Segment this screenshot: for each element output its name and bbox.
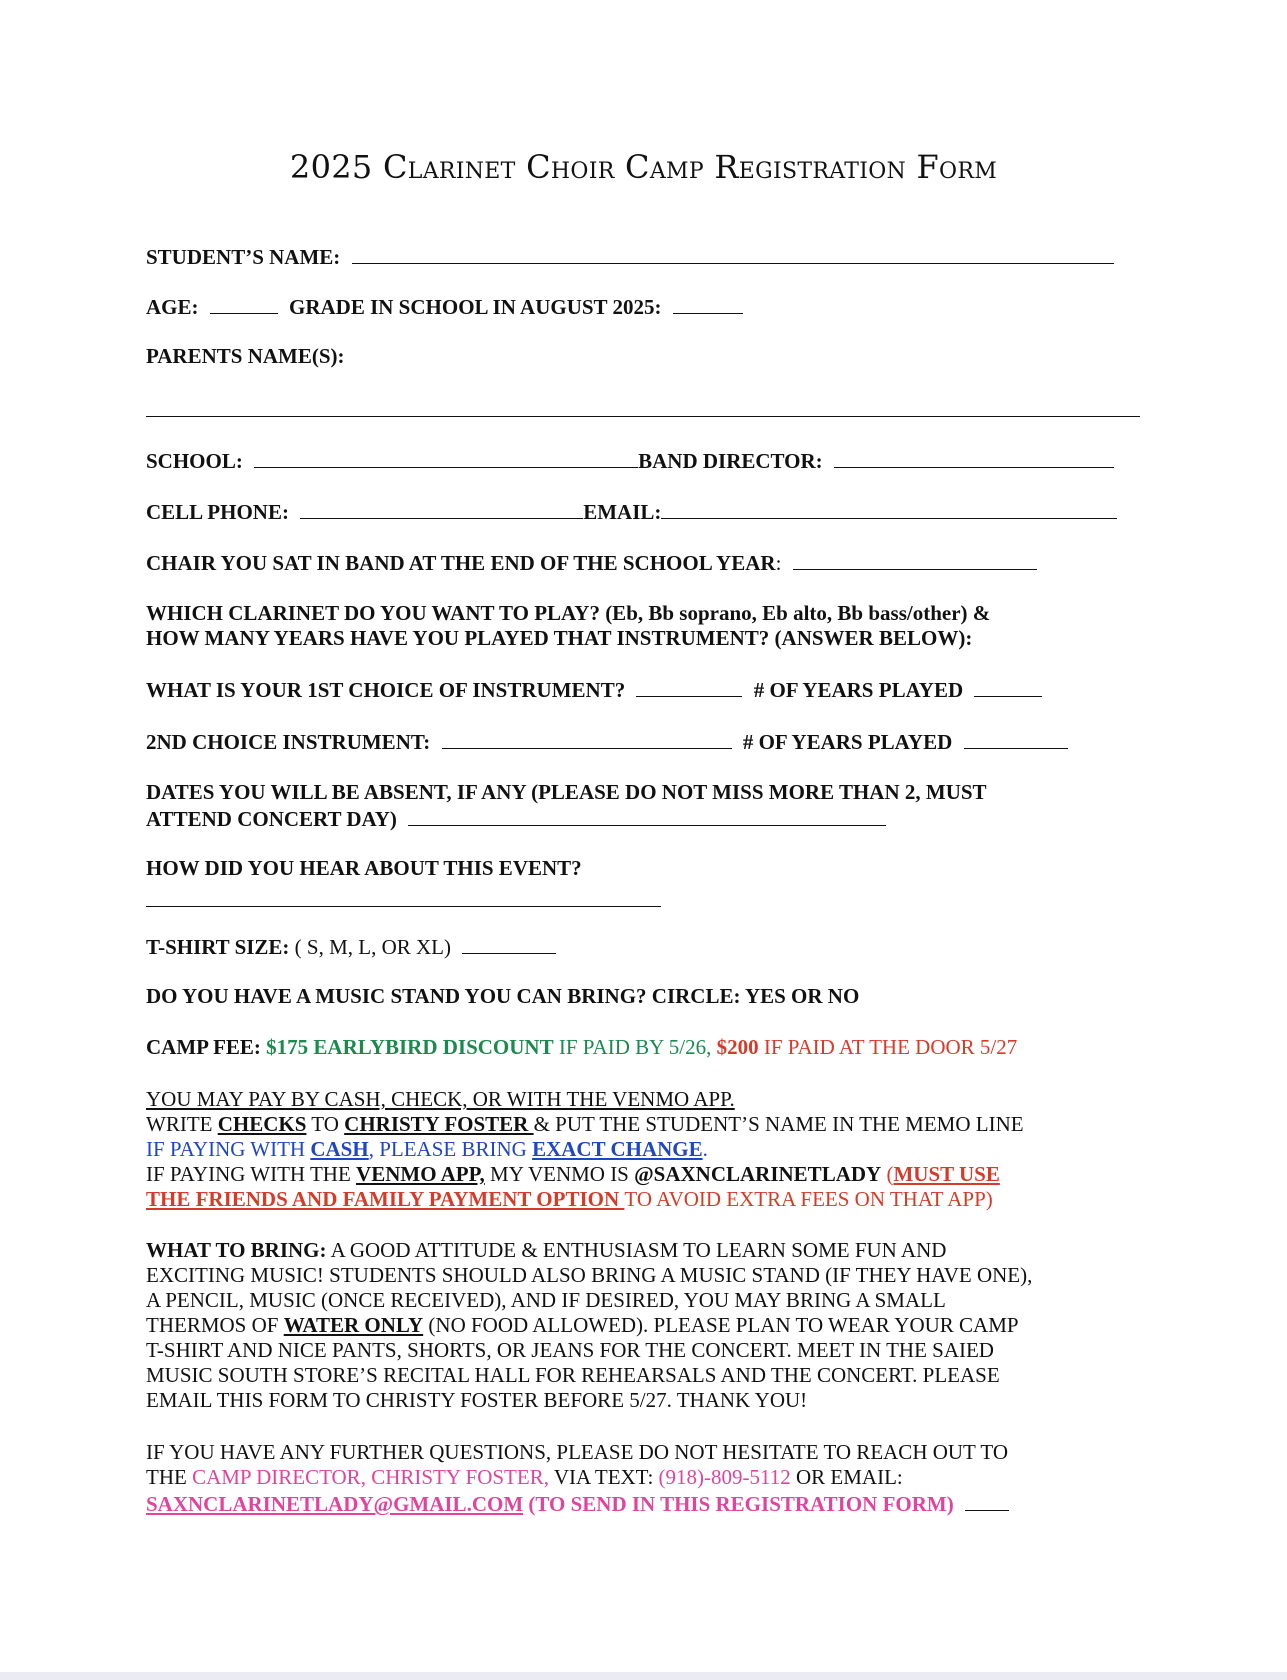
friends-family-option: THE FRIENDS AND FAMILY PAYMENT OPTION <box>146 1187 625 1211</box>
bring-line1 <box>146 1238 946 1263</box>
absent-line2 <box>146 805 886 832</box>
second-years-label: # OF YEARS PLAYED <box>742 730 953 754</box>
camp-fee-label: CAMP FEE: <box>146 1035 261 1059</box>
exact-change: EXACT CHANGE <box>532 1137 703 1161</box>
checks-text-b: TO <box>306 1112 345 1136</box>
absent-label: ATTEND CONCERT DAY) <box>146 807 397 831</box>
must-use: MUST USE <box>893 1162 1000 1186</box>
contact-text-b: VIA TEXT: <box>548 1465 659 1489</box>
bring-line2: EXCITING MUSIC! STUDENTS SHOULD ALSO BRING A MUSIC STAND (IF THEY HAVE ONE), <box>146 1263 1033 1287</box>
cell-phone-field[interactable] <box>300 498 583 519</box>
student-name-field[interactable] <box>352 243 1114 264</box>
absent-line1: DATES YOU WILL BE ABSENT, IF ANY (PLEASE DO NOT MISS MORE THAN 2, MUST <box>146 780 987 804</box>
bring-line4 <box>146 1313 1019 1338</box>
venmo-handle: @SAXNCLARINETLADY <box>634 1162 882 1186</box>
tshirt-options: ( S, M, L, OR XL) <box>289 935 452 959</box>
bring-text-4b: (NO FOOD ALLOWED). PLEASE PLAN TO WEAR YOUR CAMP <box>423 1313 1019 1337</box>
avoid-fees-text: TO AVOID EXTRA FEES ON THAT APP) <box>624 1187 993 1211</box>
contact-row <box>146 498 1117 525</box>
earlybird-amount: $175 EARLYBIRD DISCOUNT <box>266 1035 554 1059</box>
earlybird-condition: IF PAID BY 5/26, <box>553 1035 717 1059</box>
email-note: (TO SEND IN THIS REGISTRATION FORM) <box>523 1492 954 1516</box>
age-label: AGE: <box>146 295 199 319</box>
hear-about-row <box>146 856 582 881</box>
bring-line7: EMAIL THIS FORM TO CHRISTY FOSTER BEFORE 5/27. THANK YOU! <box>146 1388 808 1412</box>
contact-line3 <box>146 1490 1009 1517</box>
checks-text-c: & PUT THE STUDENT’S NAME IN THE MEMO LINE <box>533 1112 1024 1136</box>
director-email-link[interactable]: SAXNCLARINETLADY@GMAIL.COM <box>146 1492 524 1516</box>
payee-name: CHRISTY FOSTER <box>344 1112 534 1136</box>
what-to-bring-label: WHAT TO BRING: <box>146 1238 327 1262</box>
music-stand-row <box>146 984 859 1009</box>
second-choice-field[interactable] <box>442 728 732 749</box>
cash-word: CASH <box>310 1137 369 1161</box>
chair-field[interactable] <box>793 549 1037 570</box>
payment-friends-line <box>146 1187 993 1212</box>
first-years-label: # OF YEARS PLAYED <box>753 678 964 702</box>
bring-line3: A PENCIL, MUSIC (ONCE RECEIVED), AND IF DESIRED, YOU MAY BRING A SMALL <box>146 1288 946 1312</box>
contact-line2 <box>146 1465 903 1490</box>
page-bottom-edge <box>0 1672 1287 1680</box>
checks-word: CHECKS <box>217 1112 307 1136</box>
hear-about-field[interactable] <box>146 906 661 907</box>
venmo-text-b: MY VENMO IS <box>484 1162 635 1186</box>
water-only: WATER ONLY <box>283 1313 424 1337</box>
bring-text-1: A GOOD ATTITUDE & ENTHUSIASM TO LEARN SOME FUN AND <box>326 1238 947 1262</box>
cash-text-c: . <box>702 1137 708 1161</box>
contact-line1: IF YOU HAVE ANY FURTHER QUESTIONS, PLEASE DO NOT HESITATE TO REACH OUT TO <box>146 1440 1008 1464</box>
checks-text-a: WRITE <box>146 1112 218 1136</box>
school-field[interactable] <box>254 447 638 468</box>
door-condition: IF PAID AT THE DOOR 5/27 <box>758 1035 1018 1059</box>
first-choice-row <box>146 676 1042 703</box>
absent-dates-field[interactable] <box>408 805 886 826</box>
school-label: SCHOOL: <box>146 449 243 473</box>
first-choice-label: WHAT IS YOUR 1ST CHOICE OF INSTRUMENT? <box>146 678 626 702</box>
form-title: 2025 Clarinet Choir Camp Registration Form <box>289 148 998 186</box>
payment-venmo-line <box>146 1162 1000 1187</box>
second-choice-row <box>146 728 1068 755</box>
email-sent-check-field[interactable] <box>965 1490 1009 1511</box>
student-name-row <box>146 243 1114 270</box>
camp-director: CAMP DIRECTOR, CHRISTY FOSTER, <box>192 1465 549 1489</box>
bring-text-4a: THERMOS OF <box>146 1313 284 1337</box>
grade-label: GRADE IN SCHOOL IN AUGUST 2025: <box>289 295 662 319</box>
school-row <box>146 447 1114 474</box>
parents-label: PARENTS NAME(S): <box>146 344 345 368</box>
age-grade-row <box>146 293 743 320</box>
hear-about-label: HOW DID YOU HEAR ABOUT THIS EVENT? <box>146 856 582 880</box>
venmo-text-c: ( <box>881 1162 894 1186</box>
first-choice-field[interactable] <box>636 676 742 697</box>
which-clarinet-line1: WHICH CLARINET DO YOU WANT TO PLAY? (Eb, Bb soprano, Eb alto, Bb bass/other) & <box>146 601 991 625</box>
contact-text-c: OR EMAIL: <box>790 1465 903 1489</box>
payment-checks-line <box>146 1112 1024 1137</box>
tshirt-row <box>146 933 556 960</box>
contact-text-a: THE <box>146 1465 193 1489</box>
which-clarinet-line2: HOW MANY YEARS HAVE YOU PLAYED THAT INSTRUMENT? (ANSWER BELOW): <box>146 626 973 650</box>
grade-field[interactable] <box>673 293 743 314</box>
band-director-field[interactable] <box>834 447 1114 468</box>
director-phone: (918)-809-5112 <box>658 1465 791 1489</box>
cash-text-a: IF PAYING WITH <box>146 1137 311 1161</box>
parents-row <box>146 344 345 369</box>
cash-text-b: , PLEASE BRING <box>368 1137 533 1161</box>
chair-label: CHAIR YOU SAT IN BAND AT THE END OF THE SCHOOL YEAR <box>146 551 776 575</box>
second-years-field[interactable] <box>964 728 1068 749</box>
tshirt-label: T-SHIRT SIZE: <box>146 935 290 959</box>
student-name-label: STUDENT’S NAME: <box>146 245 341 269</box>
chair-colon: : <box>775 551 782 575</box>
band-director-label: BAND DIRECTOR: <box>638 449 823 473</box>
bring-line6: MUSIC SOUTH STORE’S RECITAL HALL FOR REHEARSALS AND THE CONCERT. PLEASE <box>146 1363 1000 1387</box>
age-field[interactable] <box>210 293 278 314</box>
parents-name-field[interactable] <box>146 416 1140 417</box>
email-label: EMAIL: <box>583 500 662 524</box>
bring-line5: T-SHIRT AND NICE PANTS, SHORTS, OR JEANS FOR THE CONCERT. MEET IN THE SAIED <box>146 1338 994 1362</box>
payment-cash-line <box>146 1137 708 1162</box>
camp-fee-row <box>146 1035 1017 1060</box>
chair-row <box>146 549 1037 576</box>
second-choice-label: 2ND CHOICE INSTRUMENT: <box>146 730 431 754</box>
venmo-text-a: IF PAYING WITH THE <box>146 1162 357 1186</box>
music-stand-question: DO YOU HAVE A MUSIC STAND YOU CAN BRING? CIRCLE: YES OR NO <box>146 984 860 1008</box>
door-amount: $200 <box>716 1035 759 1059</box>
tshirt-size-field[interactable] <box>462 933 556 954</box>
venmo-app: VENMO APP, <box>356 1162 485 1186</box>
payment-options-line: YOU MAY PAY BY CASH, CHECK, OR WITH THE VENMO APP. <box>146 1087 735 1111</box>
first-years-field[interactable] <box>974 676 1042 697</box>
email-field[interactable] <box>661 498 1117 519</box>
cell-phone-label: CELL PHONE: <box>146 500 289 524</box>
